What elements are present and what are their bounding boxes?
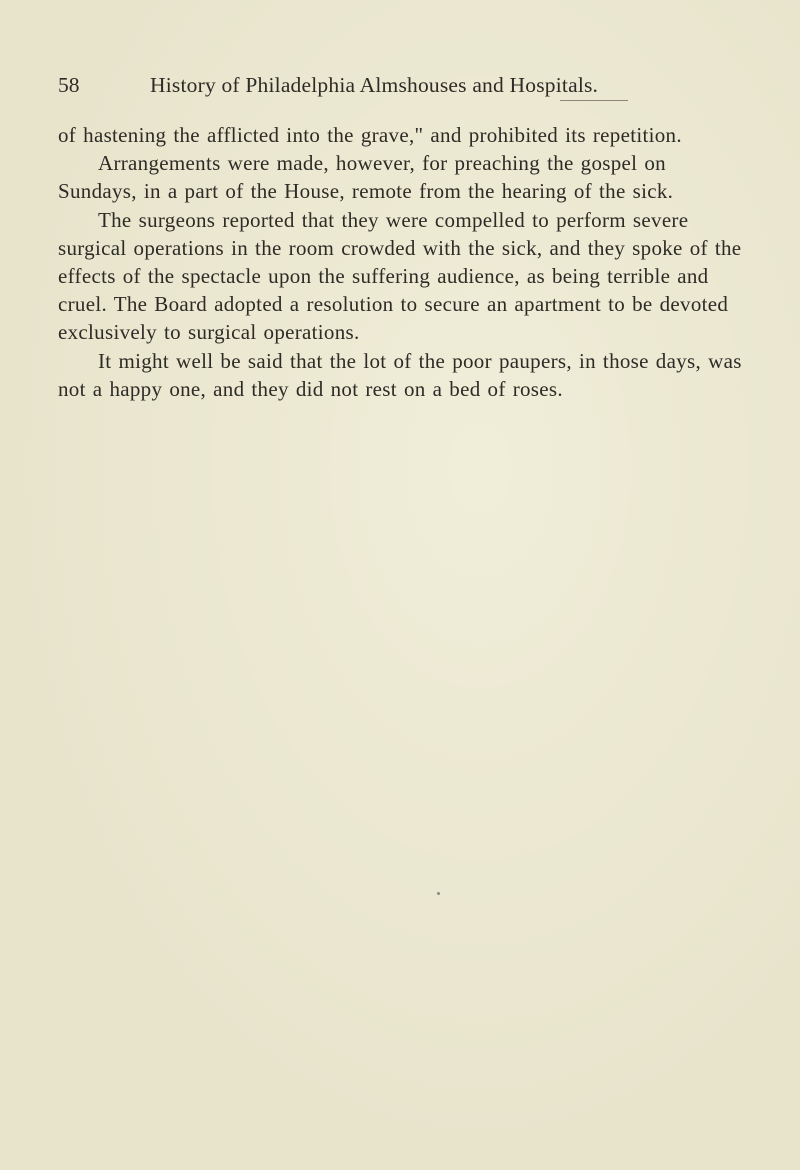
paragraph-continued: of hastening the afflicted into the grave," and prohibited its repetition. [58, 123, 682, 147]
page-number: 58 [58, 73, 80, 97]
header-rule [560, 100, 628, 101]
paragraph-paupers: It might well be said that the lot of the poor paupers, in those days, was not a happy one, and they did not rest on a bed of roses. [58, 348, 742, 401]
paragraph-preaching: Arrangements were made, however, for preaching the gospel on Sundays, in a part of the House, remote from the hearing of the sick. [58, 151, 674, 204]
paragraph-surgeons: The surgeons reported that they were compelled to perform severe surgical operations in the room crowded with the sick, and they spoke of the effects of the spectacle upon the suffering audience, as being terrible and cruel. The Board adopted a resolution to secure an apartment to be devoted exclusively to surgical operations. [58, 207, 742, 345]
body-text [58, 121, 748, 403]
running-title: History of Philadelphia Almshouses and Hospitals. [150, 73, 599, 97]
running-head [58, 68, 638, 102]
paper-speck [437, 892, 440, 895]
